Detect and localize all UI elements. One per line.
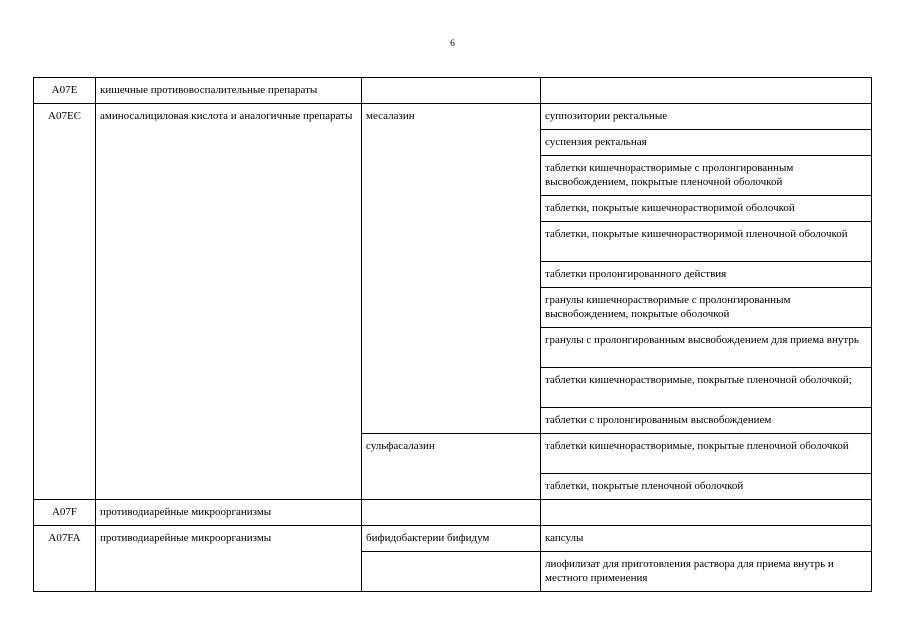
dosage-form-cell: таблетки, покрытые кишечнорастворимой пленочной оболочкой [541, 222, 872, 262]
table-row [34, 104, 872, 130]
dosage-form-cell: гранулы с пролонгированным высвобождением для приема внутрь [541, 328, 872, 368]
substance-cell [362, 552, 541, 592]
table-row [34, 78, 872, 104]
dosage-form-cell [541, 500, 872, 526]
page-number: 6 [450, 39, 455, 49]
dosage-form-cell: таблетки, покрытые пленочной оболочкой [541, 474, 872, 500]
dosage-form-cell: суспензия ректальная [541, 130, 872, 156]
dosage-form-cell: таблетки кишечнорастворимые, покрытые пленочной оболочкой; [541, 368, 872, 408]
substance-cell [362, 500, 541, 526]
dosage-form-cell: лиофилизат для приготовления раствора для приема внутрь и местного применения [541, 552, 872, 592]
dosage-form-cell [541, 78, 872, 104]
atc-group-cell: аминосалициловая кислота и аналогичные препараты [96, 104, 362, 500]
dosage-form-cell: таблетки кишечнорастворимые, покрытые пленочной оболочкой [541, 434, 872, 474]
dosage-form-cell: суппозитории ректальные [541, 104, 872, 130]
atc-code-cell: A07EC [34, 104, 96, 500]
dosage-form-cell: таблетки пролонгированного действия [541, 262, 872, 288]
substance-cell: сульфасалазин [362, 434, 541, 500]
dosage-form-cell: капсулы [541, 526, 872, 552]
atc-code-cell: A07F [34, 500, 96, 526]
atc-code-cell: A07FA [34, 526, 96, 592]
dosage-form-cell: гранулы кишечнорастворимые с пролонгированным высвобождением, покрытые оболочкой [541, 288, 872, 328]
dosage-form-cell: таблетки кишечнорастворимые с пролонгированным высвобождением, покрытые пленочной оболочкой [541, 156, 872, 196]
table-row [34, 526, 872, 552]
atc-code-cell: A07E [34, 78, 96, 104]
drug-table [33, 77, 872, 592]
dosage-form-cell: таблетки, покрытые кишечнорастворимой оболочкой [541, 196, 872, 222]
substance-cell: бифидобактерии бифидум [362, 526, 541, 552]
atc-group-cell: противодиарейные микроорганизмы [96, 500, 362, 526]
substance-cell [362, 78, 541, 104]
atc-group-cell: противодиарейные микроорганизмы [96, 526, 362, 592]
dosage-form-cell: таблетки с пролонгированным высвобождением [541, 408, 872, 434]
table-row [34, 500, 872, 526]
substance-cell: месалазин [362, 104, 541, 434]
atc-group-cell: кишечные противовоспалительные препараты [96, 78, 362, 104]
